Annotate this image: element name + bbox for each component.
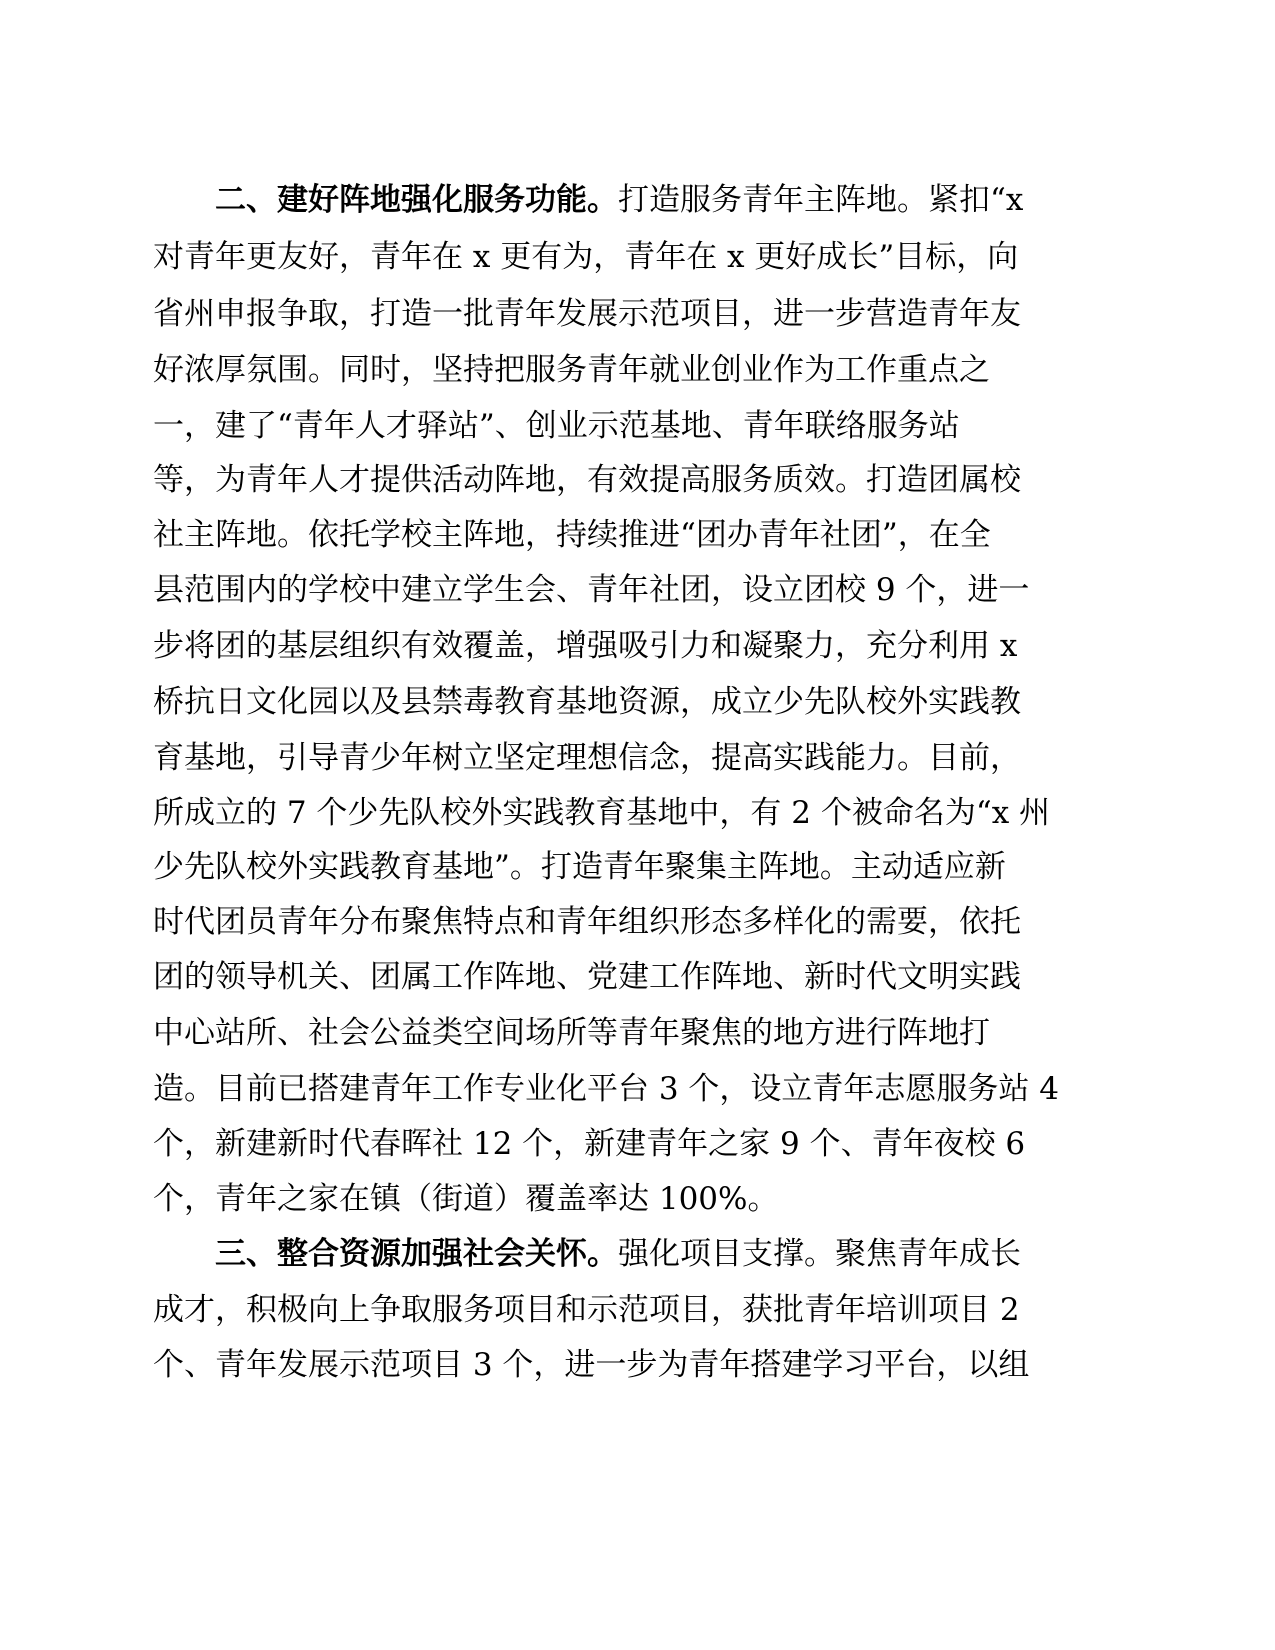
- paragraph-line: [215, 171, 1175, 229]
- paragraph-line: 省州申报争取，打造一批青年发展示范项目，进一步营造青年友: [153, 296, 1021, 332]
- paragraph-line: [215, 1225, 1175, 1283]
- section-heading: 三、整合资源加强社会关怀。: [215, 1236, 618, 1272]
- paragraph-line: 对青年更友好，青年在 x 更有为，青年在 x 更好成长”目标，向: [153, 239, 1019, 275]
- paragraph-line: 一，建了“青年人才驿站”、创业示范基地、青年联络服务站: [153, 408, 960, 444]
- paragraph-line: 少先队校外实践教育基地”。打造青年聚集主阵地。主动适应新: [153, 849, 1006, 885]
- paragraph-line: 桥抗日文化园以及县禁毒教育基地资源，成立少先队校外实践教: [153, 684, 1021, 720]
- paragraph-line: 个、青年发展示范项目 3 个，进一步为青年搭建学习平台，以组: [153, 1347, 1030, 1383]
- paragraph-line: 中心站所、社会公益类空间场所等青年聚焦的地方进行阵地打: [153, 1015, 990, 1051]
- paragraph-line: 步将团的基层组织有效覆盖，增强吸引力和凝聚力，充分利用 x: [153, 628, 1018, 664]
- paragraph-line: 成才，积极向上争取服务项目和示范项目，获批青年培训项目 2: [153, 1292, 1020, 1328]
- paragraph-line: 造。目前已搭建青年工作专业化平台 3 个，设立青年志愿服务站 4: [153, 1071, 1060, 1107]
- paragraph-text: 打造服务青年主阵地。紧扣“x: [618, 182, 1024, 218]
- paragraph-line: 社主阵地。依托学校主阵地，持续推进“团办青年社团”，在全: [153, 517, 991, 553]
- paragraph-line: 个，新建新时代春晖社 12 个，新建青年之家 9 个、青年夜校 6: [153, 1126, 1026, 1162]
- section-heading: 二、建好阵地强化服务功能。: [215, 182, 618, 218]
- paragraph-line: 个，青年之家在镇（街道）覆盖率达 100%。: [153, 1181, 779, 1217]
- paragraph-line: 县范围内的学校中建立学生会、青年社团，设立团校 9 个，进一: [153, 572, 1030, 608]
- paragraph-text: 强化项目支撑。聚焦青年成长: [618, 1236, 1021, 1272]
- paragraph-line: 时代团员青年分布聚焦特点和青年组织形态多样化的需要，依托: [153, 904, 1021, 940]
- paragraph-line: 团的领导机关、团属工作阵地、党建工作阵地、新时代文明实践: [153, 959, 1021, 995]
- paragraph-line: 好浓厚氛围。同时，坚持把服务青年就业创业作为工作重点之: [153, 352, 990, 388]
- paragraph-line: 育基地，引导青少年树立坚定理想信念，提高实践能力。目前，: [153, 740, 1021, 776]
- paragraph-line: 等，为青年人才提供活动阵地，有效提高服务质效。打造团属校: [153, 462, 1021, 498]
- paragraph-line: 所成立的 7 个少先队校外实践教育基地中，有 2 个被命名为“x 州: [153, 795, 1051, 831]
